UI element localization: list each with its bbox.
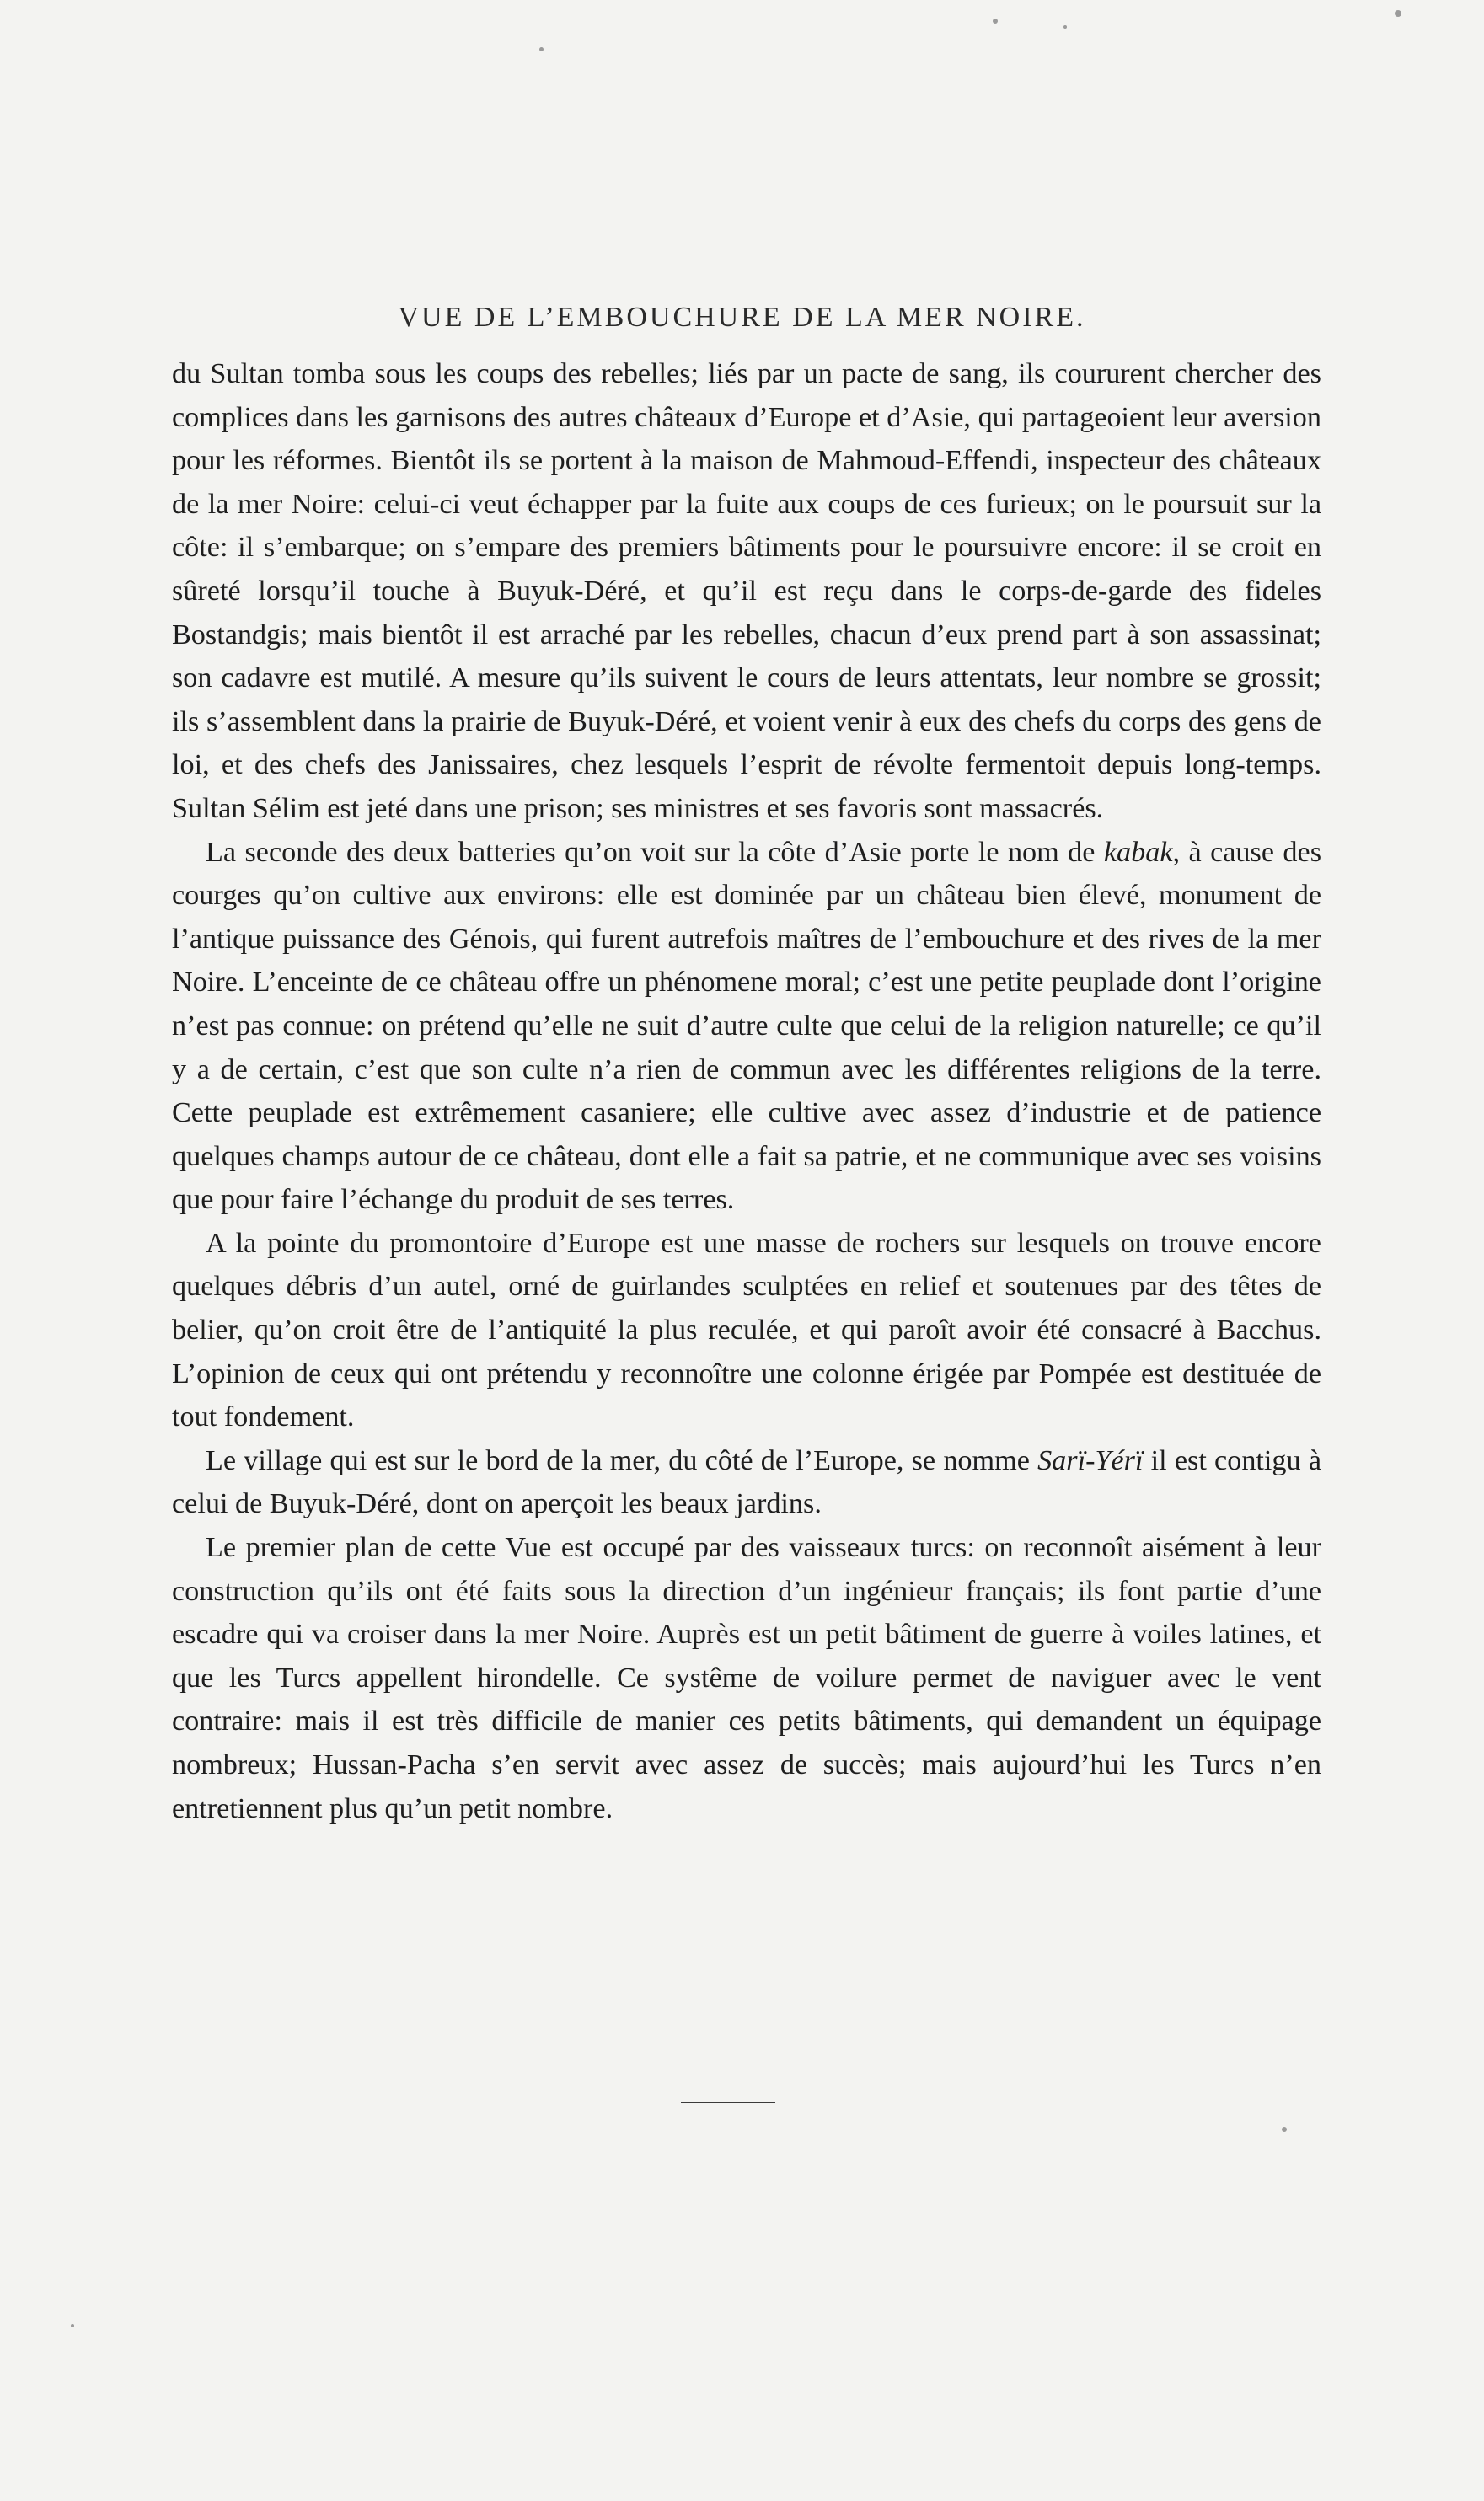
paragraph-2-text-b: , à cause des courges qu’on cultive aux environs: elle est dominée par un château bien élevé, monument de l’antique puissance des Génois, qui furent autrefois maîtres de l’embouchure et des rives de la mer Noire. L’enceinte de ce château offre un phénomene moral; c’est une petite peuplade dont l’origine n’est pas connue: on prétend qu’elle ne suit d’autre culte que celui de la religion naturelle; ce qu’il y a de certain, c’est que son culte n’a rien de commun avec les différentes religions de la terre. Cette peuplade est extrêmement casaniere; elle cultive avec assez d’industrie et de patience quelques champs autour de ce château, dont elle a fait sa patrie, et ne communique avec ses voisins que pour faire l’échange du produit de ses terres. (172, 836, 1321, 1216)
paragraph-4-text-a: Le village qui est sur le bord de la mer, du côté de l’Europe, se nomme (206, 1444, 1038, 1476)
paper-speck (993, 19, 998, 24)
paragraph-5: Le premier plan de cette Vue est occupé par des vaisseaux turcs: on reconnoît aisément à leur construction qu’ils ont été faits sous la direction d’un ingénieur français; ils font partie d’une escadre qui va croiser dans la mer Noire. Auprès est un petit bâtiment de guerre à voiles latines, et que les Turcs appellent hirondelle. Ce systême de voilure permet de naviguer avec le vent contraire: mais il est très difficile de manier ces petits bâtiments, qui demandent un équipage nombreux; Hussan-Pacha s’en servit avec assez de succès; mais aujourd’hui les Turcs n’en entretiennent plus qu’un petit nombre. (172, 1532, 1321, 1824)
paragraph-2 (172, 831, 1321, 1222)
paper-speck (1282, 2127, 1287, 2132)
paragraph-2-italic-term: kabak (1103, 836, 1173, 868)
paper-speck (1063, 25, 1067, 29)
end-rule-divider (681, 2102, 775, 2103)
paragraph-2-text-a: La seconde des deux batteries qu’on voit sur la côte d’Asie porte le nom de (206, 836, 1104, 868)
paragraph-4-italic-term: Sarï-Yérï (1037, 1444, 1144, 1476)
paper-speck (71, 2324, 74, 2327)
paper-speck (1395, 10, 1401, 17)
running-title: VUE DE L’EMBOUCHURE DE LA MER NOIRE. (398, 302, 1086, 333)
paragraph-4 (172, 1439, 1321, 1526)
body-text (172, 352, 1321, 1830)
paper-speck (539, 47, 544, 51)
paragraph-3: A la pointe du promontoire d’Europe est une masse de rochers sur lesquels on trouve encore quelques débris d’un autel, orné de guirlandes sculptées en relief et soutenues par des têtes de belier, qu’on croit être de l’antiquité la plus reculée, et qui paroît avoir été consacré à Bacchus. L’opinion de ceux qui ont prétendu y reconnoître une colonne érigée par Pompée est destituée de tout fondement. (172, 1227, 1321, 1433)
paragraph-4-text-b: il est contigu à celui de Buyuk-Déré, dont on aperçoit les beaux jardins. (172, 1444, 1321, 1520)
paragraph-1: du Sultan tomba sous les coups des rebelles; liés par un pacte de sang, ils coururent chercher des complices dans les garnisons des autres châteaux d’Europe et d’Asie, qui partageoient leur aversion pour les réformes. Bientôt ils se portent à la maison de Mahmoud-Effendi, inspecteur des châteaux de la mer Noire: celui-ci veut échapper par la fuite aux coups de ces furieux; on le poursuit sur la côte: il s’embarque; on s’empare des premiers bâtiments pour le poursuivre encore: il se croit en sûreté lorsqu’il touche à Buyuk-Déré, et qu’il est reçu dans le corps-de-garde des fideles Bostandgis; mais bientôt il est arraché par les rebelles, chacun d’eux prend part à son assassinat; son cadavre est mutilé. A mesure qu’ils suivent le cours de leurs attentats, leur nombre se grossit; ils s’assemblent dans la prairie de Buyuk-Déré, et voient venir à eux des chefs du corps des gens de loi, et des chefs des Janissaires, chez lesquels l’esprit de révolte fermentoit depuis long-temps. Sultan Sélim est jeté dans une prison; ses ministres et ses favoris sont massacrés. (172, 358, 1321, 824)
